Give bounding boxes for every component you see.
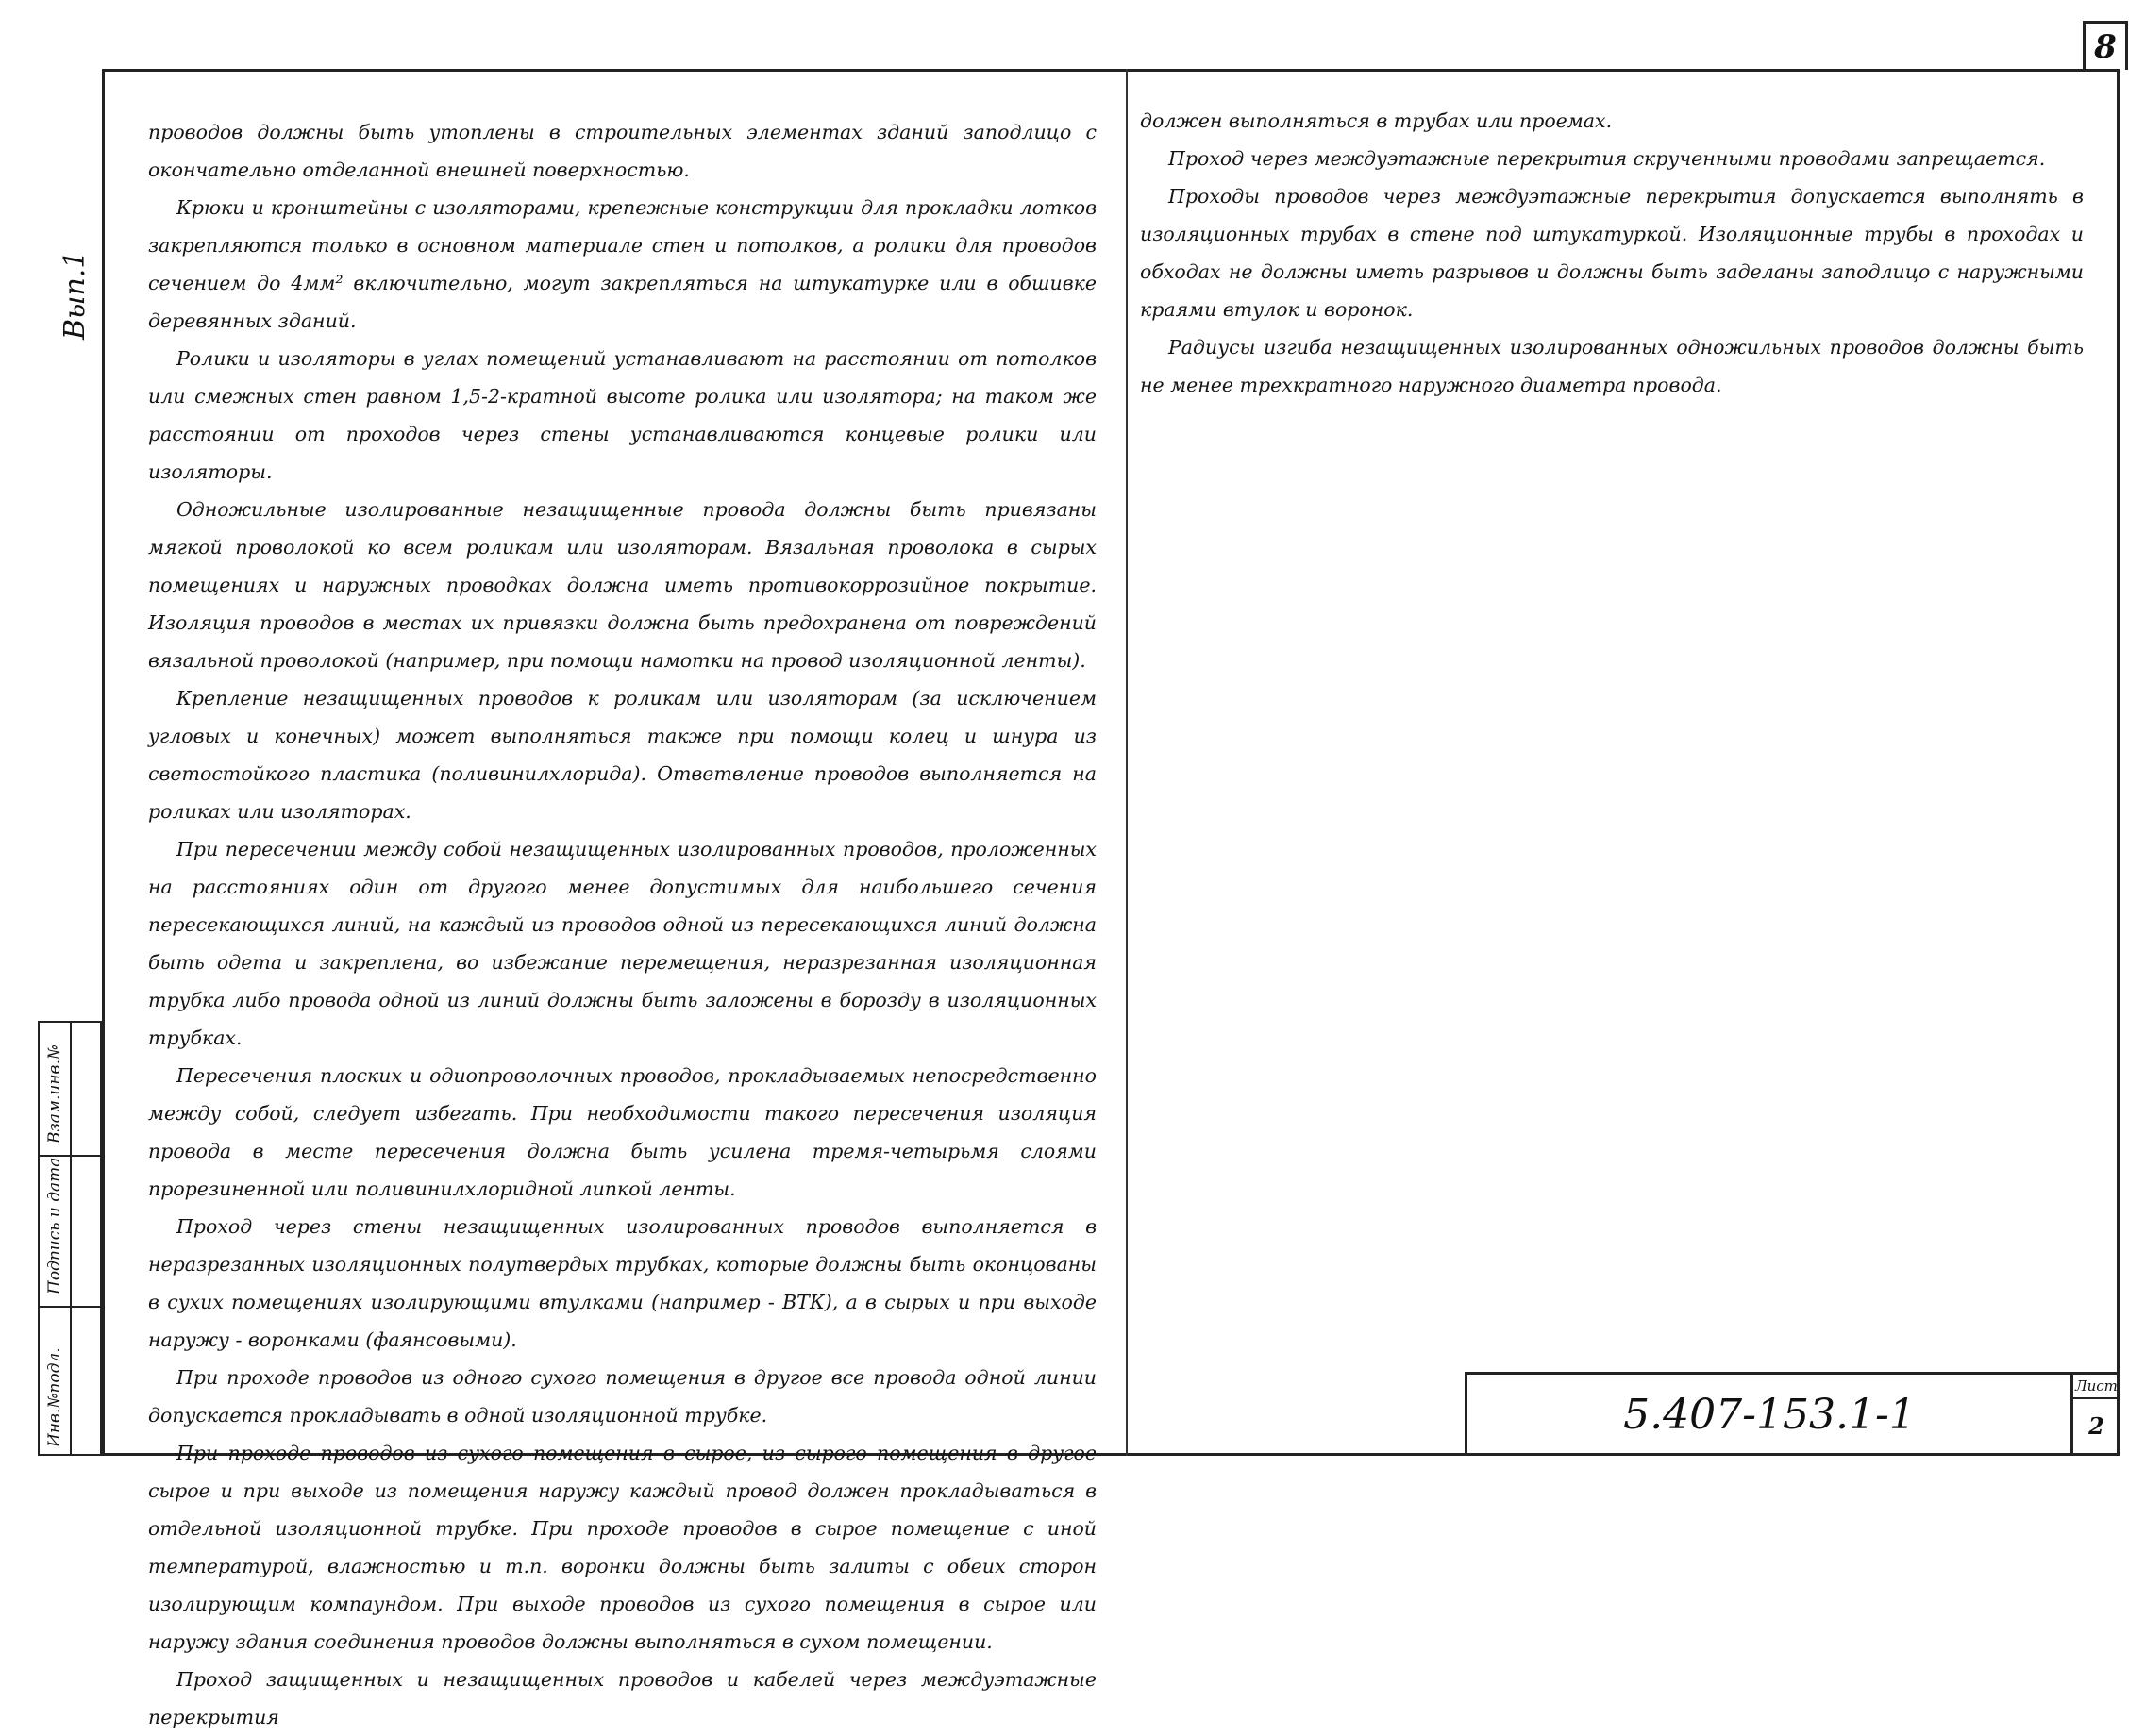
paragraph: При проходе проводов из сухого помещения в сырое, из сырого помещения в другое сырое и при выходе из помещения наружу каждый провод должен прокладываться в отдельной изоляционной трубке. При проходе проводов в сырое помещение с иной температурой, влажностью и т.п. воронки должны быть залиты с обеих сторон изолирующим компаундом. При выходе проводов из сухого помещения в сырое или наружу здания соединения проводов должны выполняться в сухом помещении. (148, 1442, 1097, 1653)
stamp-label-signature: Подпись и дата (45, 1157, 64, 1294)
edition-label: Вып.1 (59, 250, 92, 340)
paragraph: Радиусы изгиба незащищенных изолированных одножильных проводов должны быть не менее трехкратного наружного диаметра провода. (1140, 336, 2084, 396)
stamp-divider (40, 1306, 100, 1308)
stamp-label-inventory: Взам.инв.№ (45, 1044, 64, 1143)
paragraph: Крепление незащищенных проводов к роликам или изоляторам (за исключением угловых и конечных) может выполняться также при помощи колец и шнура из светостойкого пластика (поливинилхлорида). Ответвление проводов выполняется на роликах или изоляторах. (148, 687, 1097, 823)
title-block (1465, 1372, 2120, 1456)
paragraph: Проход защищенных и незащищенных проводов и кабелей через междуэтажные перекрытия (148, 1668, 1097, 1728)
stamp-strip-vline (70, 1023, 72, 1454)
sheet-top-number: 8 (2083, 21, 2128, 70)
paragraph: Пересечения плоских и одиопроволочных проводов, прокладываемых непосредственно между собой, следует избегать. При необходимости такого пересечения изоляция провода в месте пересечения должна быть усилена тремя-четырьмя слоями прорезиненной или поливинилхлоридной липкой ленты. (148, 1064, 1097, 1200)
paragraph: Проходы проводов через междуэтажные перекрытия допускается выполнять в изоляционных трубах в стене под штукатуркой. Изоляционные трубы в проходах и обходах не должны иметь разрывов и должны быть заделаны заподлицо с наружными краями втулок и воронок. (1140, 185, 2084, 321)
paragraph: проводов должны быть утоплены в строительных элементах зданий заподлицо с окончательно отделанной внешней поверхностью. (148, 121, 1097, 181)
paragraph: Проход через стены незащищенных изолированных проводов выполняется в неразрезанных изоляционных полутвердых трубках, которые должны быть оконцованы в сухих помещениях изолирующими втулками (например - ВТК), а в сырых и при выходе наружу - воронками (фаянсовыми). (148, 1215, 1097, 1351)
stamp-label-original: Инв.№подл. (45, 1347, 64, 1447)
right-text-column (1140, 102, 2084, 404)
stamp-strip (38, 1021, 102, 1456)
left-text-column (148, 113, 1097, 1736)
document-code: 5.407-153.1-1 (1623, 1391, 1916, 1439)
paragraph: Крюки и кронштейны с изоляторами, крепежные конструкции для прокладки лотков закрепляются только в основном материале стен и потолков, а ролики для проводов сечением до 4мм² включительно, могут закрепляться на штукатурке или в обшивке деревянных зданий. (148, 196, 1097, 332)
sheet-number: 2 (2088, 1412, 2104, 1440)
column-divider (1126, 69, 1128, 1456)
paragraph: При пересечении между собой незащищенных изолированных проводов, проложенных на расстояниях один от другого менее допустимых для наибольшего сечения пересекающихся линий, на каждый из проводов одной из пересекающихся линий должна быть одета и закреплена, во избежание перемещения, неразрезанная изоляционная трубка либо провода одной из линий должны быть заложены в борозду в изоляционных трубках. (148, 838, 1097, 1049)
paragraph: Проход через междуэтажные перекрытия скрученными проводами запрещается. (1168, 147, 2046, 170)
paragraph: При проходе проводов из одного сухого помещения в другое все провода одной линии допускается прокладывать в одной изоляционной трубке. (148, 1366, 1097, 1427)
paragraph: Ролики и изоляторы в углах помещений устанавливают на расстоянии от потолков или смежных стен равном 1,5-2-кратной высоте ролика или изолятора; на таком же расстоянии от проходов через стены устанавливаются концевые ролики или изоляторы. (148, 347, 1097, 483)
sheet-cell (2070, 1375, 2120, 1456)
paragraph: Одножильные изолированные незащищенные провода должны быть привязаны мягкой проволокой ко всем роликам или изоляторам. Вязальная проволока в сырых помещениях и наружных проводках должна иметь противокоррозийное покрытие. Изоляция проводов в местах их привязки должна быть предохранена от повреждений вязальной проволокой (например, при помощи намотки на провод изоляционной ленты). (148, 498, 1097, 672)
paragraph: должен выполняться в трубах или проемах. (1140, 109, 1613, 132)
sheet-label: Лист (2073, 1375, 2120, 1399)
